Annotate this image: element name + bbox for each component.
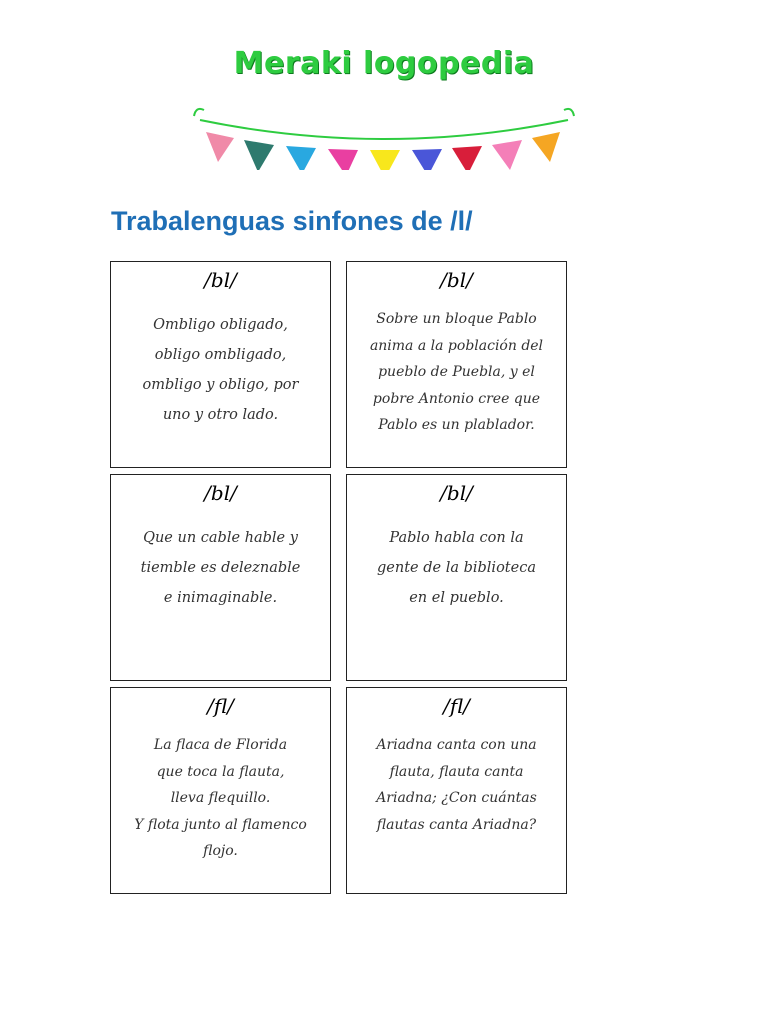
logo (188, 40, 580, 150)
card-syllable: /fl/ (443, 694, 470, 718)
card-syllable: /bl/ (440, 268, 473, 292)
card-text: Sobre un bloque Pablo anima a la población del pueblo de Puebla, y el pobre Antonio cree que Pablo es un plablador. (369, 311, 544, 433)
card-text: La flaca de Florida que toca la flauta, lleva flequillo. Y flota junto al flamenco flojo. (134, 737, 307, 859)
tongue-twister-card (110, 261, 331, 468)
logo-text: Meraki logopedia (233, 46, 535, 81)
tongue-twister-card (346, 474, 567, 681)
card-text: Que un cable hable y tiemble es deleznable e inimaginable. (140, 530, 301, 606)
tongue-twister-card (346, 261, 567, 468)
tongue-twister-card (110, 474, 331, 681)
card-text: Ombligo obligado, obligo ombligado, ombligo y obligo, por uno y otro lado. (142, 317, 299, 423)
card-syllable: /bl/ (440, 481, 473, 505)
bunting-banner-icon (188, 80, 580, 170)
card-syllable: /fl/ (207, 694, 234, 718)
card-text: Ariadna canta con una flauta, flauta canta Ariadna; ¿Con cuántas flautas canta Ariadna? (376, 737, 537, 833)
card-text: Pablo habla con la gente de la biblioteca en el pueblo. (377, 530, 536, 606)
tongue-twister-card (110, 687, 331, 894)
card-syllable: /bl/ (204, 268, 237, 292)
tongue-twister-card (346, 687, 567, 894)
page-title: Trabalenguas sinfones de /l/ (111, 206, 473, 236)
card-syllable: /bl/ (204, 481, 237, 505)
